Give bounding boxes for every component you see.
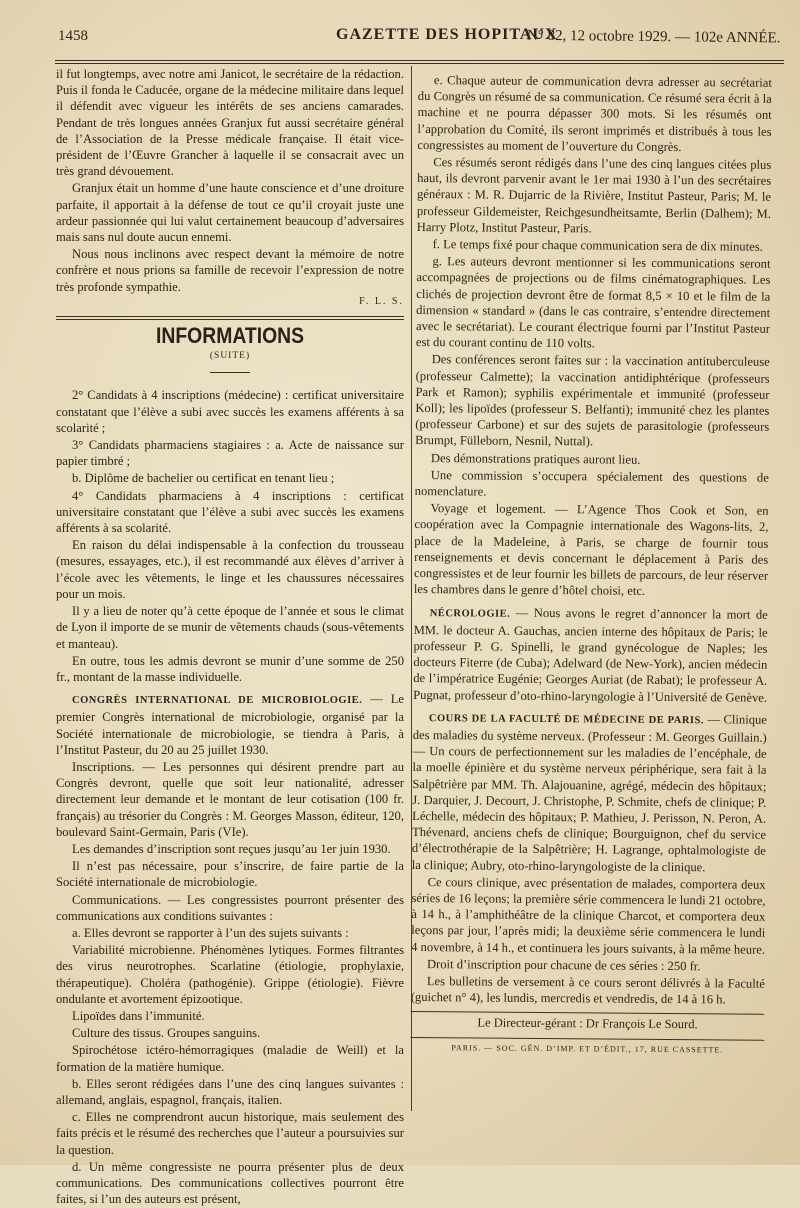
info-paragraph: 4° Candidats pharmaciens à 4 inscriptions : certificat universitaire constatant que l’élève a subi avec succès les examens afférents à sa scolarité. (56, 488, 404, 536)
section-subtitle: (SUITE) (209, 351, 251, 362)
congress-paragraph: e. Chaque auteur de communication devra adresser au secrétariat du Congrès un résumé de sa communication. Ce résumé sera écrit à la machine et ne pourra dépasser 300 mots. Si les résumés ont l’approbation du Comité, ils seront imprimés et distribués à tous les congressistes au moment de l’ouverture du Congrès. (417, 73, 772, 154)
congress-paragraph: Ces résumés seront rédigés dans l’une des cinq langues citées plus haut, ils devront parvenir avant le 1er mai 1930 à l’un des secrétaires généraux : M. R. Dujarric de la Rivière, Institut Pasteur, Paris; M. le professeur Gildemeister, Reichgesundheitsamte, Berlin (Dalhem); M. Harry Plotz, Institut Pasteur, Paris. (416, 155, 772, 236)
necrology-heading: NÉCROLOGIE. (429, 607, 511, 620)
signature: F. L. S. (359, 295, 404, 307)
congress-paragraph: a. Elles devront se rapporter à l’un des sujets suivants : (72, 925, 349, 940)
congress-paragraph: d. Un même congressiste ne pourra présenter plus de deux communications. Des communications collectives pourront être faites, si l’un des auteurs est présent, (56, 1159, 404, 1207)
courses-paragraph: Ce cours clinique, avec présentation de malades, comportera deux séries de 16 leçons; la première série commencera le lundi 21 octobre, à 14 h., à l’amphithéâtre de la clinique Charcot, et comportera deux leçons par jour, l’après midi; la deuxième série commencera le lundi 4 novembre, à 14 h., et continuera les jours suivants, à la même heure. (411, 874, 766, 957)
congress-paragraph: Communications. — Les congressistes pourront présenter des communications aux conditions suivantes : (56, 892, 404, 923)
congress-paragraph: c. Elles ne comprendront aucun historique, mais seulement des faits précis et le résumé des recherches que l’auteur a poursuivies sur la question. (56, 1110, 404, 1157)
congress-paragraph: Culture des tissus. Groupes sanguins. (72, 1026, 261, 1041)
necrology-text: — Nous avons le regret d’annoncer la mort de MM. le docteur A. Gauchas, ancien interne des hôpitaux de Paris; le professeur P. G. Spinelli, le grand gynécologue de Naples; les docteurs Fiterre (de Cuba); Adelward (de New-York), ancien médecin de l’impératrice Eugénie; Georges Auriat (de Rabat); le professeur A. Pugnat, professeur d’oto-rhino-laryngologie à l’Université de Genève. (413, 605, 768, 705)
courses-intro: — Clinique des maladies du système nerveux. (Professeur : M. Georges Guillain.) — Un cours de perfectionnement sur les maladies de l’encéphale, de la moelle épinière et du système nerveux périphérique, sera fait à la Salpêtrière par MM. Th. Alajouanine, agrégé, médecin des hôpitaux; J. Darquier, J. Decourt, J. Christophe, P. Schmite, chefs de clinique; P. Léchelle, médecin des hôpitaux; P. Mathieu, J. Perisson, N. Peron, A. Thévenard, anciens chefs de clinique; Bourguignon, chef du service d’électrothérapie de la Salpêtrière; H. Lagrange, ophtalmologiste de la clinique; Aubry, oto-rhino-laryngologiste de la clinique. (411, 712, 767, 874)
issue-line: N° 82, 12 octobre 1929. — 102e ANNÉE. (526, 27, 781, 47)
congress-paragraph: Voyage et logement. — L’Agence Thos Cook et Son, en coopération avec la Compagnie internationale des Wagons-lits, 2, place de la Madeleine, à Paris, se charge de fournir tous renseignements et devis concernant le déplacement à Paris des congressistes et de leur fournir les billets de parcours, de leur réserver les chambres dans le genre d’hôtel choisi, etc. (413, 501, 769, 599)
printer-imprint: PARIS. — SOC. GÉN. D’IMP. ET D’ÉDIT., 17, RUE CASSETTE. (451, 1042, 724, 1055)
congress-paragraph: Il n’est pas nécessaire, pour s’inscrire, de faire partie de la Société internationale de microbiologie. (56, 859, 404, 890)
courses-paragraph: Droit d’inscription pour chacune de ces séries : 250 fr. (426, 956, 701, 974)
left-column (56, 66, 404, 1208)
congress-paragraph: Des démonstrations pratiques auront lieu. (430, 450, 641, 467)
header-rule (55, 60, 784, 61)
congress-intro: — Le premier Congrès international de microbiologie, organisé par la Société internationale de microbiologie, se tiendra à Paris, à l’Institut Pasteur, du 20 au 25 juillet 1930. (56, 692, 404, 757)
page-header (58, 26, 786, 52)
info-paragraph: En outre, tous les admis devront se munir d’une somme de 250 fr., montant de la masse individuelle. (56, 653, 404, 684)
congress-paragraph: Lipoïdes dans l’immunité. (72, 1008, 205, 1023)
info-paragraph: 3° Candidats pharmaciens stagiaires : a. Acte de naissance sur papier timbré ; (56, 438, 404, 469)
congress-paragraph: Spirochétose ictéro-hémorragiques (maladie de Weill) et la formation de la matière humique. (56, 1043, 404, 1074)
header-rule-2 (55, 63, 784, 64)
short-rule (210, 372, 250, 373)
congress-paragraph: Inscriptions. — Les personnes qui désirent prendre part au Congrès devront, quelle que soit leur nationalité, adresser directement leur demande et le montant de leur cotisation (100 fr. français) au trésorier du Congrès : M. Georges Masson, éditeur, 120, boulevard Saint-Germain, Paris (VIe). (56, 759, 404, 839)
journal-title: GAZETTE DES HOPITAUX (336, 26, 558, 43)
congress-paragraph: g. Les auteurs devront mentionner si les communications seront accompagnées de projections ou de films cinématographiques. Les clichés de projection devront être de format 8,5 × 10 et le film de la dimension « standard » (dans le cas contraire, s’entendre directement avec le secrétariat). Le courant électrique fourni par l’Institut Pasteur est du courant continu de 110 volts. (415, 254, 771, 351)
section-rule (56, 316, 404, 320)
congress-paragraph: b. Elles seront rédigées dans l’une des cinq langues suivantes : allemand, anglais, espagnol, français, italien. (56, 1076, 404, 1107)
director-line: Le Directeur-gérant : Dr François Le Sourd. (477, 1015, 698, 1032)
congress-paragraph: Une commission s’occupera spécialement des questions de nomenclature. (414, 467, 769, 499)
info-paragraph: En raison du délai indispensable à la confection du trousseau (mesures, essayages, etc.), il est recommandé aux élèves d’arriver à l’école avec les vêtements, le linge et les chaussures nécessaires pour un mois. (56, 538, 404, 601)
info-paragraph: Il y a lieu de noter qu’à cette époque de l’année et sous le climat de Lyon il importe de se munir de vêtements chauds (sous-vêtements et manteau). (56, 604, 404, 651)
congress-paragraph: Variabilité microbienne. Phénomènes lytiques. Formes filtrantes des virus neurotrophes. Scarlatine (étiologie, prophylaxie, thérapeutique). Choléra (pathogénie). Grippe (étiologie). Fièvre ondulante et avortement épizootique. (56, 943, 404, 1006)
courses-heading: COURS DE LA FACULTÉ DE MÉDECINE DE PARIS. (428, 712, 705, 726)
obituary-paragraph: Nous nous inclinons avec respect devant la mémoire de notre confrère et nous prions sa famille de recevoir l’expression de notre très profonde sympathie. (56, 247, 404, 294)
right-column (410, 72, 772, 1059)
info-paragraph: b. Diplôme de bachelier ou certificat en tenant lieu ; (72, 471, 335, 486)
congress-paragraph: Des conférences seront faites sur : la vaccination antituberculeuse (professeur Calmette); la vaccination antidiphtérique (professeurs Park et Ramon); syphilis expérimentale et immunité (professeur Koll); les lipoïdes (professeur S. Belfanti); immunité chez les plantes (professeur Carbone) et sur des sujets de parasitologie (professeurs Brumpt, Fülleborn, Nesnil, Nuttal). (415, 352, 770, 449)
obituary-paragraph: Granjux était un homme d’une haute conscience et d’une droiture parfaite, il apportait à la défense de tout ce qu’il croyait juste une ardeur passionnée qui lui valut certainement beaucoup d’adversaires mais sans nul doute aucun ennemi. (56, 181, 404, 245)
congress-paragraph: f. Le temps fixé pour chaque communication sera de dix minutes. (432, 237, 763, 254)
page-number: 1458 (58, 28, 88, 44)
info-paragraph: 2° Candidats à 4 inscriptions (médecine) : certificat universitaire constatant que l’élève a subi avec succès les examens afférents à sa scolarité ; (56, 388, 404, 435)
obituary-paragraph: il fut longtemps, avec notre ami Janicot, le secrétaire de la rédaction. Puis il fonda le Caducée, organe de la médecine militaire dans lequel il défendit avec vigueur les intérêts de ses anciens camarades. Pendant de très longues années Granjux fut aussi secrétaire général de l’Association de la Presse médicale française. Il était vice-président de l’Œuvre Grancher à laquelle il se consacrait avec un très grand dévouement. (56, 67, 404, 179)
section-title: INFORMATIONS (155, 323, 305, 349)
congress-paragraph: Les demandes d’inscription sont reçues jusqu’au 1er juin 1930. (72, 841, 391, 856)
courses-paragraph: Les bulletins de versement à ce cours seront délivrés à la Faculté (guichet n° 4), les lundis, mercredis et vendredis, de 14 à 16 h. (410, 974, 765, 1007)
congress-heading: CONGRÈS INTERNATIONAL DE MICROBIOLOGIE. (72, 695, 363, 707)
